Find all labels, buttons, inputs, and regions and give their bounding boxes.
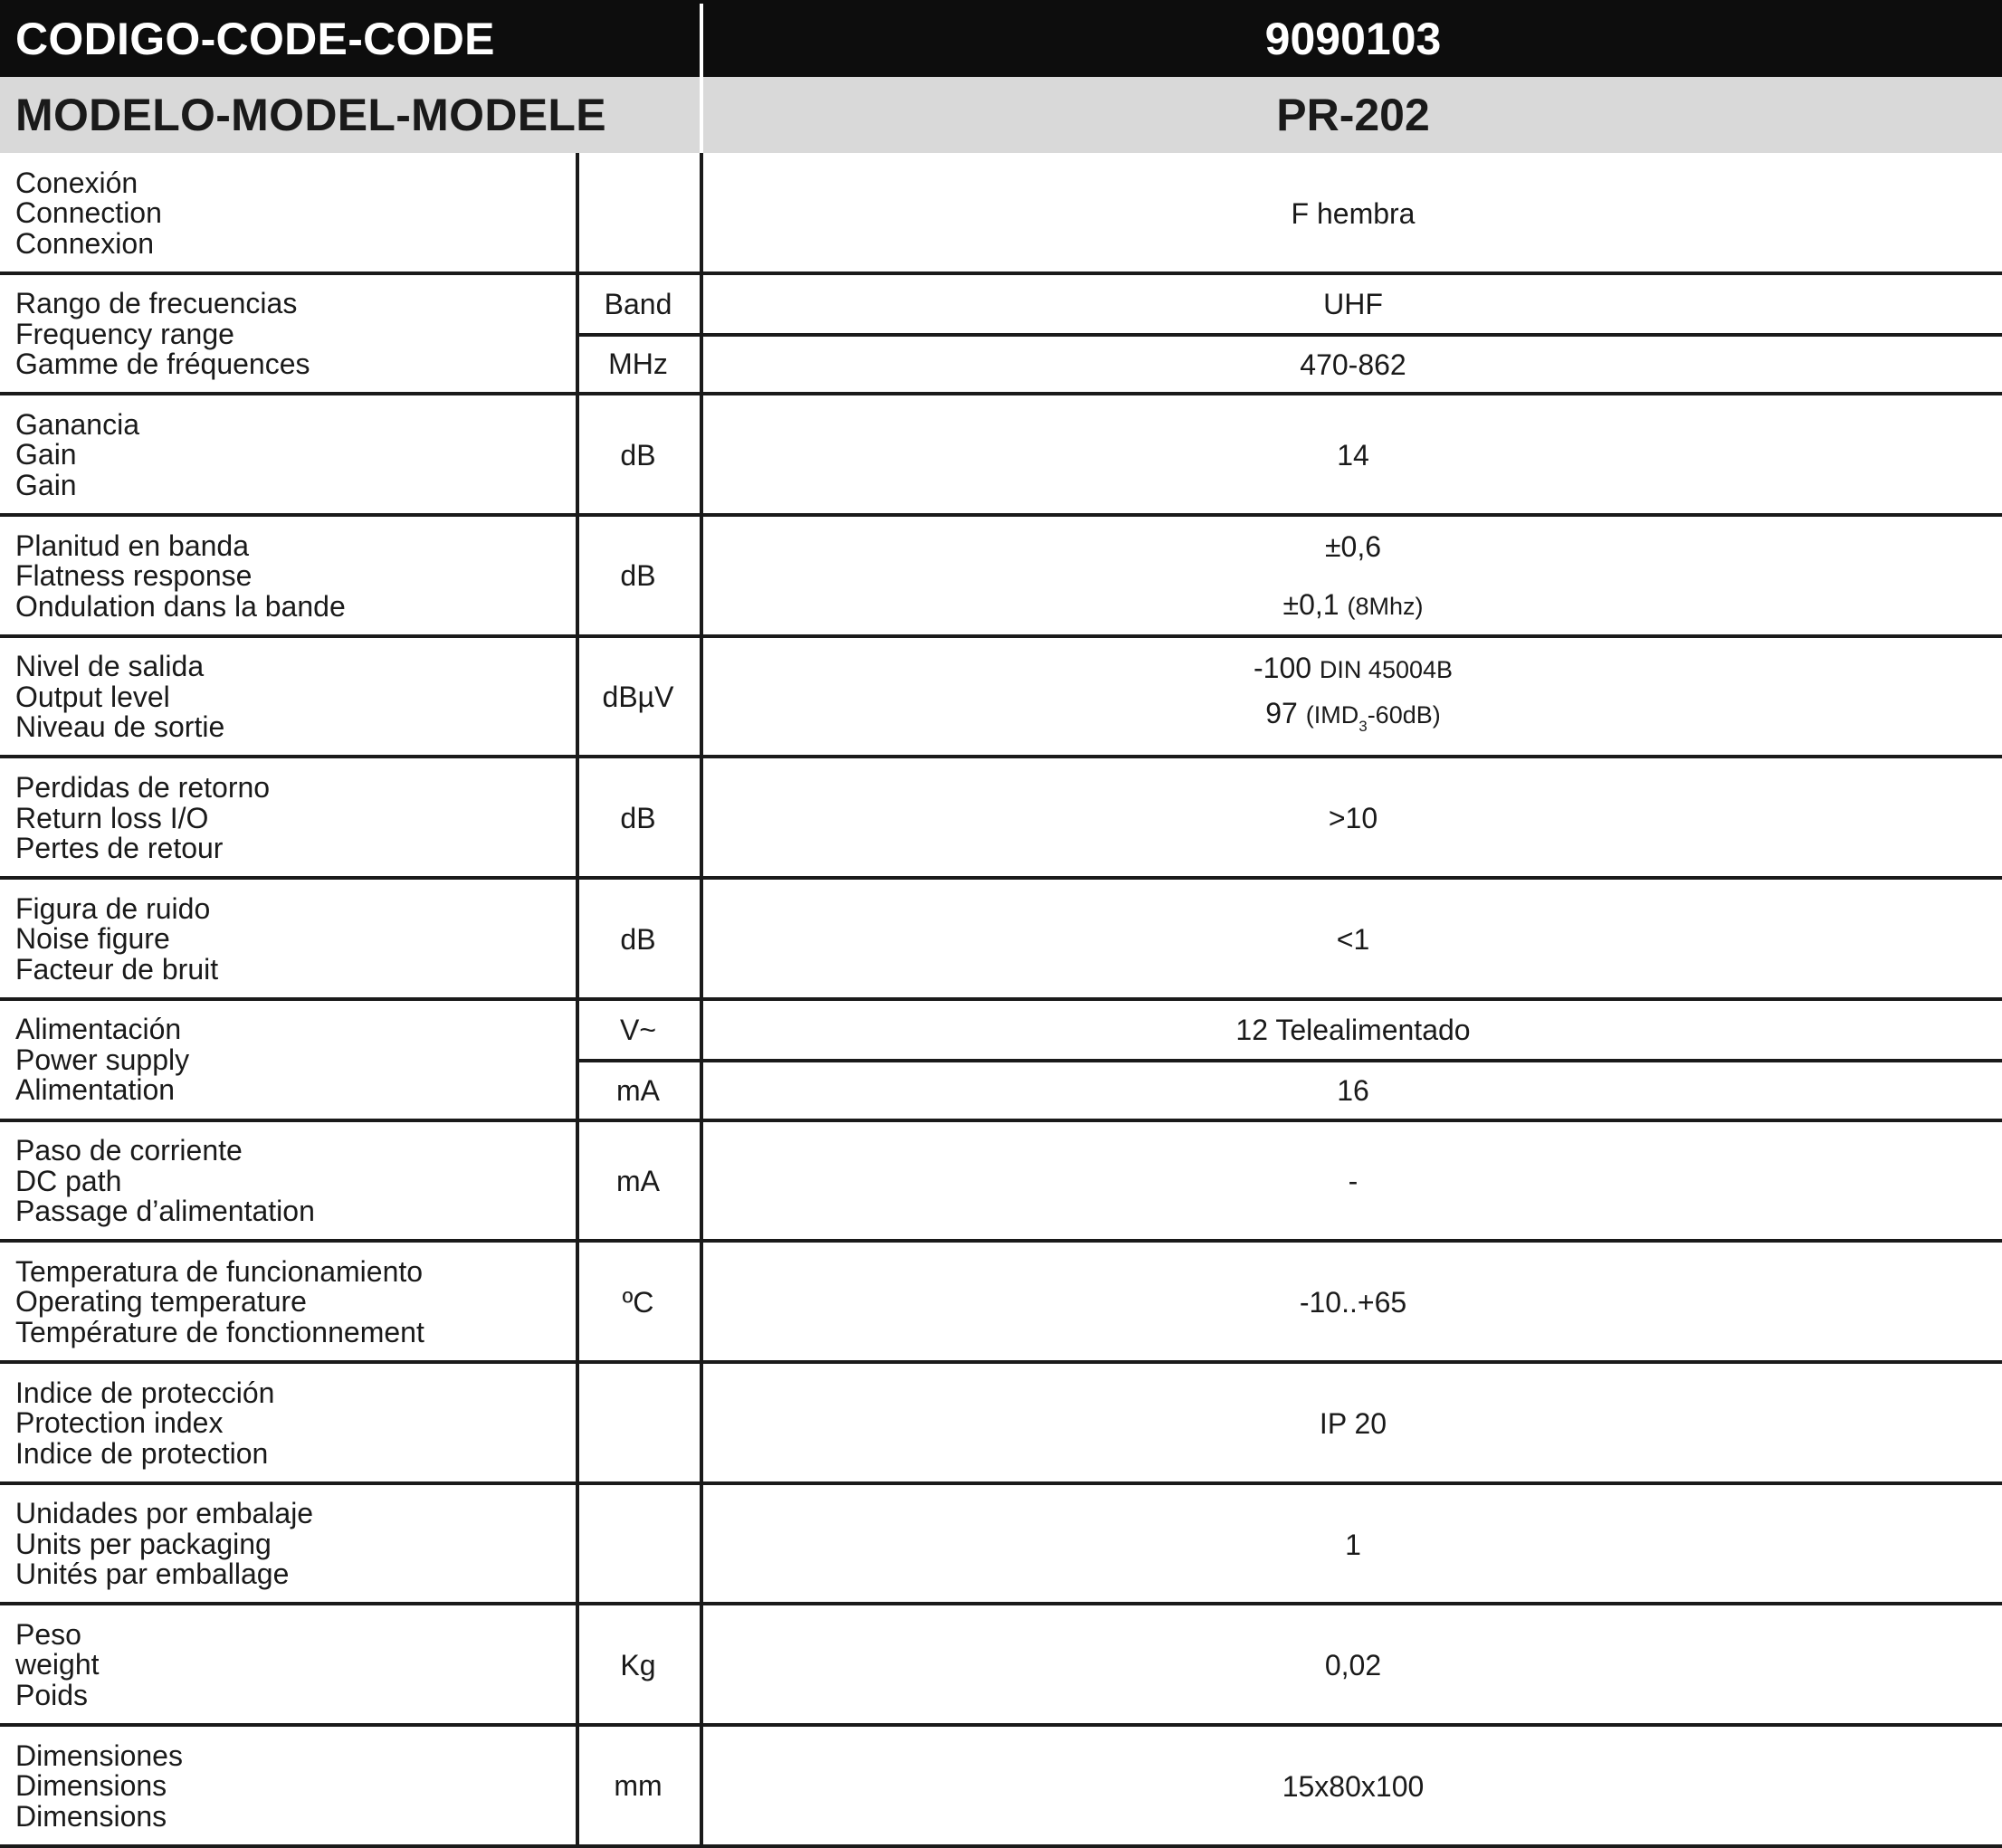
column-divider bbox=[576, 637, 579, 758]
value-line bbox=[1254, 653, 1453, 685]
column-divider bbox=[700, 153, 703, 274]
description-line: Nivel de salida bbox=[15, 650, 205, 683]
row-description bbox=[15, 637, 224, 758]
column-divider bbox=[700, 1605, 703, 1726]
value-line: 1 bbox=[1345, 1528, 1361, 1561]
value-line: IP 20 bbox=[1319, 1406, 1387, 1440]
table-row bbox=[0, 879, 2002, 1000]
value-line: 14 bbox=[1337, 439, 1369, 472]
value-note: (8Mhz) bbox=[1347, 592, 1424, 620]
row-description bbox=[15, 1242, 424, 1363]
column-divider bbox=[576, 153, 579, 274]
value-cell bbox=[704, 395, 2002, 516]
table-row bbox=[0, 1484, 2002, 1605]
column-divider bbox=[700, 1726, 703, 1847]
table-row bbox=[0, 395, 2002, 516]
row-description bbox=[15, 1363, 274, 1484]
value-cell bbox=[704, 335, 2002, 395]
table-row bbox=[0, 1605, 2002, 1726]
unit-cell: mA bbox=[616, 1164, 660, 1197]
column-divider bbox=[576, 1605, 579, 1726]
value-cell bbox=[704, 1363, 2002, 1484]
code-header-row bbox=[0, 0, 2002, 77]
code-value: 9090103 bbox=[1264, 13, 1442, 64]
unit-cell: mA bbox=[616, 1073, 660, 1107]
column-divider bbox=[576, 1726, 579, 1847]
value-line bbox=[1265, 698, 1440, 742]
description-line: Gain bbox=[15, 438, 77, 472]
column-divider bbox=[576, 1484, 579, 1605]
value-line: F hembra bbox=[1291, 196, 1416, 230]
description-line: Operating temperature bbox=[15, 1285, 307, 1319]
row-description bbox=[15, 1484, 313, 1605]
description-line: DC path bbox=[15, 1164, 122, 1197]
unit-cell: dB bbox=[620, 559, 656, 593]
description-line: Facteur de bruit bbox=[15, 952, 219, 986]
value-cell bbox=[704, 1605, 2002, 1726]
value-text: 470-862 bbox=[1300, 348, 1406, 381]
unit-cell: mm bbox=[614, 1769, 663, 1803]
header-divider bbox=[700, 4, 703, 77]
value-line bbox=[1283, 589, 1424, 622]
unit-cell bbox=[577, 1484, 699, 1605]
row-description bbox=[15, 1000, 189, 1121]
table-row bbox=[0, 1000, 2002, 1121]
model-value: PR-202 bbox=[1276, 90, 1430, 140]
description-line: Perdidas de retorno bbox=[15, 771, 271, 805]
value-cell bbox=[704, 758, 2002, 880]
value-text: 12 Telealimentado bbox=[1235, 1014, 1471, 1047]
unit-cell bbox=[577, 153, 699, 274]
unit-cell: Kg bbox=[620, 1648, 656, 1681]
description-line: Gain bbox=[15, 468, 77, 501]
table-row bbox=[0, 1242, 2002, 1363]
table-row bbox=[0, 758, 2002, 880]
column-divider bbox=[700, 1121, 703, 1243]
value-line: 0,02 bbox=[1324, 1649, 1382, 1682]
description-line: Conexión bbox=[15, 166, 138, 199]
table-row bbox=[0, 637, 2002, 758]
row-description bbox=[15, 1121, 315, 1243]
description-line: Dimensiones bbox=[15, 1738, 183, 1772]
value-line: >10 bbox=[1328, 802, 1378, 835]
column-divider bbox=[576, 1363, 579, 1484]
row-divider bbox=[0, 1844, 2002, 1848]
table-row bbox=[0, 153, 2002, 274]
sub-row-divider bbox=[576, 1059, 2002, 1062]
table-row bbox=[0, 1121, 2002, 1243]
description-line: Dimensions bbox=[15, 1799, 167, 1833]
sub-row-divider bbox=[576, 333, 2002, 337]
value-cell bbox=[704, 1726, 2002, 1847]
description-line: Alimentación bbox=[15, 1013, 182, 1046]
description-line: Return loss I/O bbox=[15, 801, 209, 834]
row-description bbox=[15, 274, 310, 395]
column-divider bbox=[700, 637, 703, 758]
description-line: Protection index bbox=[15, 1406, 224, 1440]
unit-cell: dB bbox=[620, 801, 656, 834]
description-line: Poids bbox=[15, 1678, 89, 1711]
value-line: - bbox=[1348, 1165, 1358, 1198]
description-line: Planitud en banda bbox=[15, 529, 249, 562]
value-main: -100 bbox=[1253, 652, 1312, 685]
row-description bbox=[15, 153, 162, 274]
column-divider bbox=[700, 1000, 703, 1121]
column-divider bbox=[700, 879, 703, 1000]
description-line: Unidades por embalaje bbox=[15, 1497, 314, 1530]
description-line: Peso bbox=[15, 1617, 81, 1651]
unit-cell: dBµV bbox=[602, 681, 674, 714]
value-cell bbox=[704, 1484, 2002, 1605]
value-cell bbox=[704, 274, 2002, 335]
table-row bbox=[0, 1726, 2002, 1847]
description-line: Connection bbox=[15, 196, 162, 230]
row-description bbox=[15, 758, 270, 880]
value-note: -60dB) bbox=[1367, 701, 1441, 729]
unit-cell: MHz bbox=[608, 348, 668, 381]
table-row bbox=[0, 1363, 2002, 1484]
description-line: Indice de protection bbox=[15, 1436, 269, 1470]
description-line: Rango de frecuencias bbox=[15, 287, 298, 320]
description-line: Niveau de sortie bbox=[15, 710, 225, 744]
value-cell bbox=[704, 516, 2002, 637]
table-row bbox=[0, 516, 2002, 637]
row-description bbox=[15, 395, 139, 516]
column-divider bbox=[700, 1363, 703, 1484]
column-divider bbox=[700, 516, 703, 637]
value-cell bbox=[704, 1121, 2002, 1243]
column-divider bbox=[576, 1121, 579, 1243]
description-line: Figura de ruido bbox=[15, 891, 211, 925]
column-divider bbox=[700, 1242, 703, 1363]
column-divider bbox=[576, 1242, 579, 1363]
description-line: Units per packaging bbox=[15, 1527, 272, 1560]
description-line: Flatness response bbox=[15, 559, 253, 593]
model-header-row bbox=[0, 77, 2002, 153]
value-line: <1 bbox=[1336, 923, 1370, 957]
value-note: (IMD bbox=[1305, 701, 1359, 729]
column-divider bbox=[700, 274, 703, 395]
unit-cell: V~ bbox=[619, 1013, 657, 1046]
table-row bbox=[0, 274, 2002, 395]
code-label: CODIGO-CODE-CODE bbox=[15, 13, 495, 64]
unit-cell: dB bbox=[620, 922, 656, 956]
unit-cell: ºC bbox=[622, 1285, 654, 1319]
row-description bbox=[15, 879, 218, 1000]
description-line: Température de fonctionnement bbox=[15, 1315, 424, 1348]
column-divider bbox=[700, 758, 703, 880]
column-divider bbox=[700, 1484, 703, 1605]
column-divider bbox=[576, 758, 579, 880]
column-divider bbox=[576, 395, 579, 516]
row-description bbox=[15, 1605, 100, 1726]
description-line: Gamme de fréquences bbox=[15, 348, 310, 381]
description-line: Pertes de retour bbox=[15, 832, 224, 865]
description-line: weight bbox=[15, 1648, 100, 1681]
column-divider bbox=[576, 516, 579, 637]
description-line: Passage d’alimentation bbox=[15, 1195, 315, 1228]
description-line: Ganancia bbox=[15, 407, 139, 441]
description-line: Ondulation dans la bande bbox=[15, 589, 346, 623]
value-cell bbox=[704, 1000, 2002, 1061]
value-main: 97 bbox=[1265, 697, 1298, 730]
value-cell bbox=[704, 879, 2002, 1000]
value-cell bbox=[704, 1061, 2002, 1121]
description-line: Paso de corriente bbox=[15, 1134, 243, 1167]
header-divider bbox=[700, 77, 703, 153]
description-line: Dimensions bbox=[15, 1769, 167, 1803]
model-label: MODELO-MODEL-MODELE bbox=[15, 90, 606, 140]
column-divider bbox=[576, 879, 579, 1000]
value-main: ±0,1 bbox=[1282, 587, 1339, 621]
row-description bbox=[15, 516, 346, 637]
description-line: Unités par emballage bbox=[15, 1557, 290, 1591]
description-line: Noise figure bbox=[15, 922, 170, 956]
value-cell bbox=[704, 637, 2002, 758]
description-line: Connexion bbox=[15, 226, 154, 260]
description-line: Output level bbox=[15, 680, 170, 713]
column-divider bbox=[700, 395, 703, 516]
unit-cell: dB bbox=[620, 438, 656, 472]
description-line: Temperatura de funcionamiento bbox=[15, 1254, 424, 1288]
unit-cell bbox=[577, 1363, 699, 1484]
value-subscript: 3 bbox=[1358, 718, 1368, 736]
value-cell bbox=[704, 153, 2002, 274]
row-description bbox=[15, 1726, 183, 1847]
column-divider bbox=[576, 1000, 579, 1121]
value-note: DIN 45004B bbox=[1319, 656, 1454, 684]
unit-cell: Band bbox=[604, 287, 672, 320]
description-line: Indice de protección bbox=[15, 1376, 275, 1409]
value-cell bbox=[704, 1242, 2002, 1363]
value-main: ±0,6 bbox=[1324, 529, 1382, 563]
value-text: UHF bbox=[1323, 288, 1383, 321]
description-line: Alimentation bbox=[15, 1073, 176, 1107]
value-line: -10..+65 bbox=[1299, 1286, 1407, 1319]
description-line: Power supply bbox=[15, 1043, 190, 1076]
value-text: 16 bbox=[1337, 1074, 1369, 1108]
value-line: 15x80x100 bbox=[1282, 1769, 1425, 1803]
description-line: Frequency range bbox=[15, 317, 234, 350]
value-line bbox=[1325, 531, 1381, 562]
column-divider bbox=[576, 274, 579, 395]
